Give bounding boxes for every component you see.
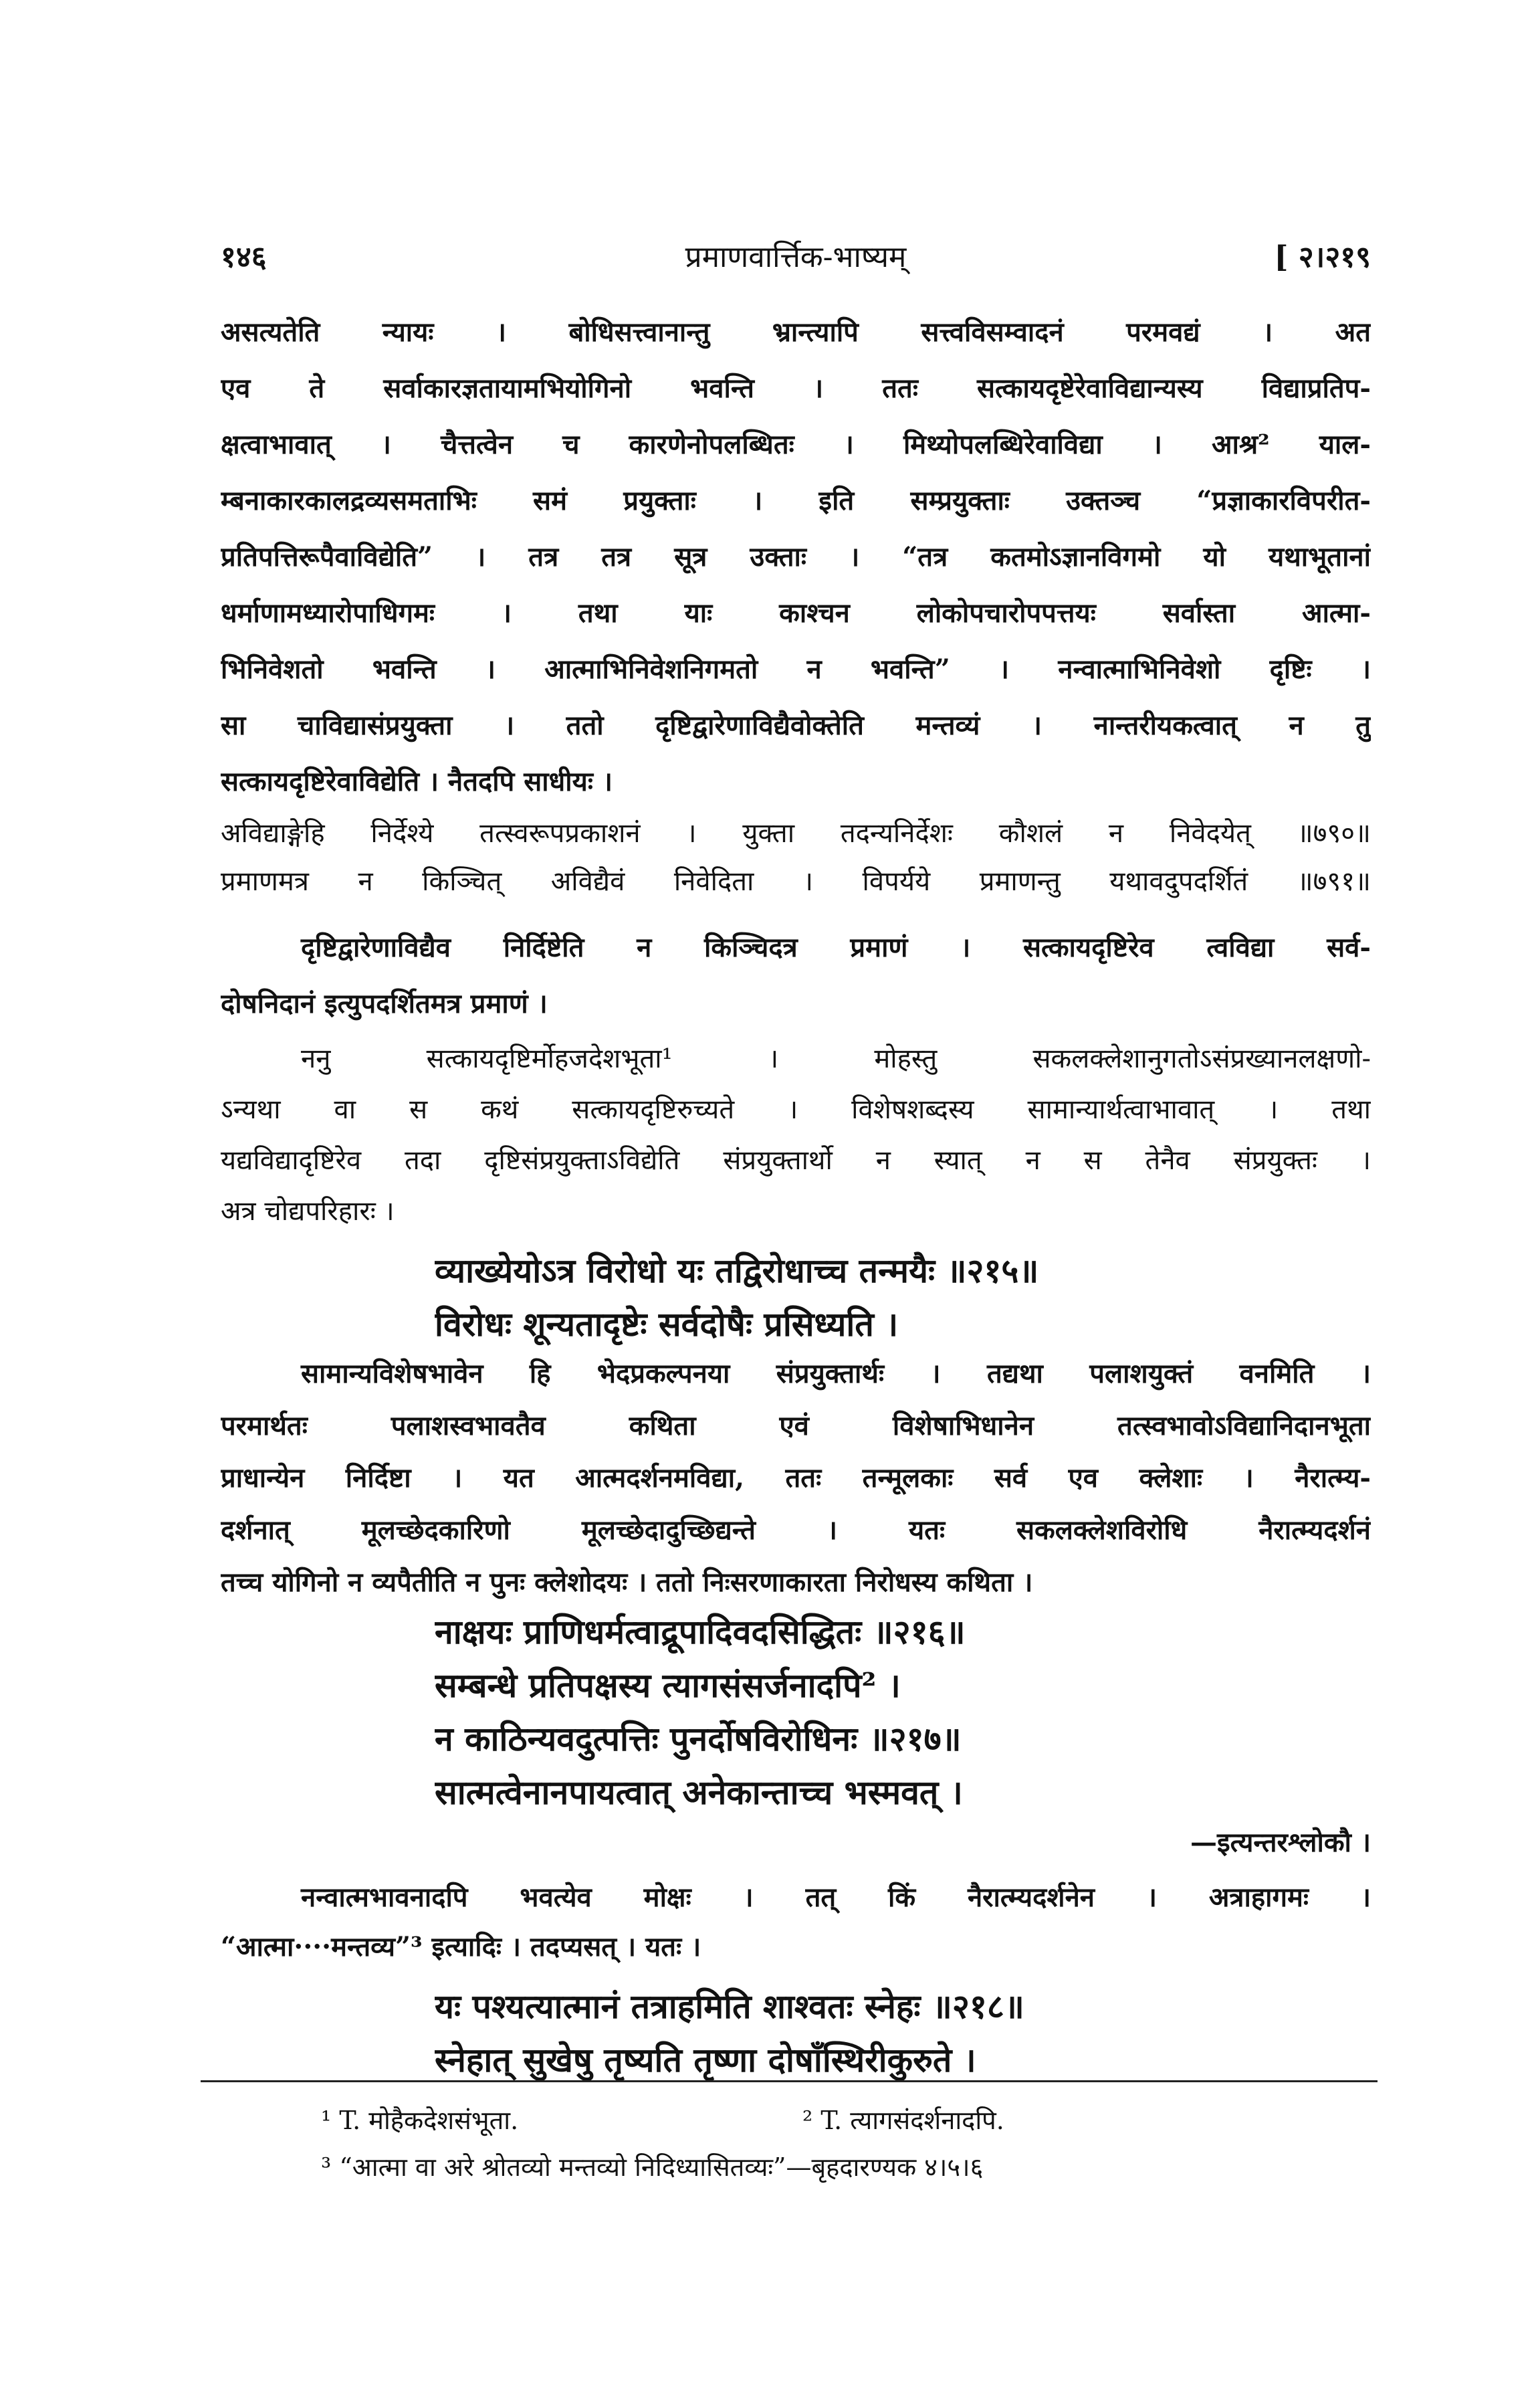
footnotes xyxy=(321,2097,1391,2191)
text-line: यद्यविद्यादृष्टिरेव तदा दृष्टिसंप्रयुक्ताऽविद्येति संप्रयुक्तार्थो न स्यात् न स तेनैव संप्रयुक्तः । xyxy=(221,1145,1371,1176)
verse-line: सम्बन्धे प्रतिपक्षस्य त्यागसंसर्जनादपि² । xyxy=(435,1666,901,1705)
page-number: १४६ xyxy=(221,240,267,274)
text-line: म्बनाकारकालद्रव्यसमताभिः समं प्रयुक्ताः । इति सम्प्रयुक्ताः उक्तञ्च “प्रज्ञाकारविपरीत- xyxy=(221,485,1371,516)
text-line: एव ते सर्वाकारज्ञतायामभियोगिनो भवन्ति । ततः सत्कायदृष्टेरेवाविद्यान्यस्य विद्याप्रतिप- xyxy=(221,373,1371,404)
text-line: असत्यतेति न्यायः । बोधिसत्त्वानान्तु भ्रान्त्यापि सत्त्वविसम्वादनं परमवद्यं । अत xyxy=(221,316,1371,348)
commentary-paragraph-4 xyxy=(221,1348,1371,1609)
commentary-paragraph-3 xyxy=(221,1033,1371,1237)
running-head xyxy=(221,234,1371,281)
running-title: प्रमाणवार्त्तिक-भाष्यम् xyxy=(685,240,907,274)
text-line: दर्शनात् मूलच्छेदकारिणो मूलच्छेदादुच्छिद्यन्ते । यतः सकलक्लेशविरोधि नैरात्म्यदर्शनं xyxy=(221,1514,1371,1546)
commentary-paragraph-2 xyxy=(221,920,1371,1032)
text-line: परमार्थतः पलाशस्वभावतैव कथिता एवं विशेषाभिधानेन तत्स्वभावोऽविद्यानिदानभूता xyxy=(221,1410,1371,1441)
footnote-row xyxy=(321,2144,1391,2191)
footnote-divider xyxy=(201,2080,1378,2082)
text-line: अत्र चोद्यपरिहारः । xyxy=(221,1196,395,1227)
verse-line: विरोधः शून्यतादृष्टेः सर्वदोषैः प्रसिध्यति । xyxy=(435,1304,899,1344)
footnote-row xyxy=(321,2097,1391,2144)
text-line: ननु सत्कायदृष्टिर्मोहजदेशभूता¹ । मोहस्तु सकलक्लेशानुगतोऽसंप्रख्यानलक्षणो- xyxy=(301,1043,1371,1074)
text-line: प्रमाणमत्र न किञ्चित् अविद्यैवं निवेदिता । विपर्यये प्रमाणन्तु यथावदुपदर्शितं ॥७९१॥ xyxy=(221,866,1371,897)
verse-line: नाक्षयः प्राणिधर्मत्वाद्रूपादिवदसिद्धितः ॥२१६॥ xyxy=(435,1612,966,1651)
text-line: सा चाविद्यासंप्रयुक्ता । ततो दृष्टिद्वारेणाविद्यैवोक्तेति मन्तव्यं । नान्तरीयकत्वात् न तु xyxy=(221,710,1371,741)
text-line: “आत्मा····मन्तव्य”³ इत्यादिः । तदप्यसत् । यतः । xyxy=(221,1931,701,1963)
text-line: दृष्टिद्वारेणाविद्यैव निर्दिष्टेति न किञ्चिदत्र प्रमाणं । सत्कायदृष्टिरेव त्वविद्या सर्व- xyxy=(301,932,1371,963)
text-line: सामान्यविशेषभावेन हि भेदप्रकल्पनया संप्रयुक्तार्थः । तद्यथा पलाशयुक्तं वनमिति । xyxy=(301,1358,1371,1389)
verse-line: यः पश्यत्यात्मानं तत्राहमिति शाश्वतः स्नेहः ॥२१८॥ xyxy=(435,1987,1024,2026)
text-line: भिनिवेशतो भवन्ति । आत्माभिनिवेशनिगमतो न भवन्ति” । नन्वात्माभिनिवेशो दृष्टिः । xyxy=(221,654,1371,685)
verse-line: व्याख्येयोऽत्र विरोधो यः तद्विरोधाच्च तन्मयैः ॥२१५॥ xyxy=(435,1251,1039,1290)
verse-attribution: —इत्यन्तरश्लोकौ । xyxy=(1190,1827,1371,1858)
text-line: प्रतिपत्तिरूपैवाविद्येति” । तत्र तत्र सूत्र उक्ताः । “तत्र कतमोऽज्ञानविगमो यो यथाभूतानां xyxy=(221,541,1371,573)
text-line: अविद्याङ्गेहि निर्देश्ये तत्स्वरूपप्रकाशनं । युक्ता तदन्यनिर्देशः कौशलं न निवेदयेत् ॥७९०॥ xyxy=(221,818,1371,849)
verse-218 xyxy=(435,1980,1237,2087)
text-line: तच्च योगिनो न व्यपैतीति न पुनः क्लेशोदयः । ततो निःसरणाकारता निरोधस्य कथिता । xyxy=(221,1567,1033,1598)
commentary-paragraph-5 xyxy=(221,1873,1371,1972)
text-line: दोषनिदानं इत्युपदर्शितमत्र प्रमाणं । xyxy=(221,988,548,1019)
verse-line: सात्मत्वेनानपायत्वात् अनेकान्ताच्च भस्मवत् । xyxy=(435,1773,963,1812)
verse-215 xyxy=(435,1244,1237,1351)
text-line: प्राधान्येन निर्दिष्टा । यत आत्मदर्शनमविद्या, ततः तन्मूलकाः सर्व एव क्लेशाः । नैरात्म्य- xyxy=(221,1462,1371,1494)
footnote-2: ² T. त्यागसंदर्शनादपि. xyxy=(802,2106,1004,2135)
karika-790-791 xyxy=(221,809,1371,906)
verse-line: न काठिन्यवदुत्पत्तिः पुनर्दोषविरोधिनः ॥२१७॥ xyxy=(435,1719,962,1759)
text-line: क्षत्वाभावात् । चैत्तत्वेन च कारणेनोपलब्धितः । मिथ्योपलब्धिरेवाविद्या । आश्र² याल- xyxy=(221,429,1371,460)
text-line: नन्वात्मभावनादपि भवत्येव मोक्षः । तत् किं नैरात्म्यदर्शनेन । अत्राहागमः । xyxy=(301,1882,1371,1913)
verse-216-217 xyxy=(435,1605,1237,1819)
verse-line: स्नेहात् सुखेषु तृष्यति तृष्णा दोषाँस्थिरीकुरुते । xyxy=(435,2040,976,2080)
section-reference: [ २।२१९ xyxy=(1274,240,1371,274)
commentary-paragraph-1 xyxy=(221,304,1371,810)
text-line: धर्माणामध्यारोपाधिगमः । तथा याः काश्चन लोकोपचारोपपत्तयः सर्वास्ता आत्मा- xyxy=(221,597,1371,629)
text-line: ऽन्यथा वा स कथं सत्कायदृष्टिरुच्यते । विशेषशब्दस्य सामान्यार्थत्वाभावात् । तथा xyxy=(221,1094,1371,1125)
footnote-1: ¹ T. मोहैकदेशसंभूता. xyxy=(321,2106,519,2135)
footnote-3: ³ “आत्मा वा अरे श्रोतव्यो मन्तव्यो निदिध्यासितव्यः”—बृहदारण्यक ४।५।६ xyxy=(321,2152,984,2182)
text-line: सत्कायदृष्टिरेवाविद्येति । नैतदपि साधीयः । xyxy=(221,766,613,797)
